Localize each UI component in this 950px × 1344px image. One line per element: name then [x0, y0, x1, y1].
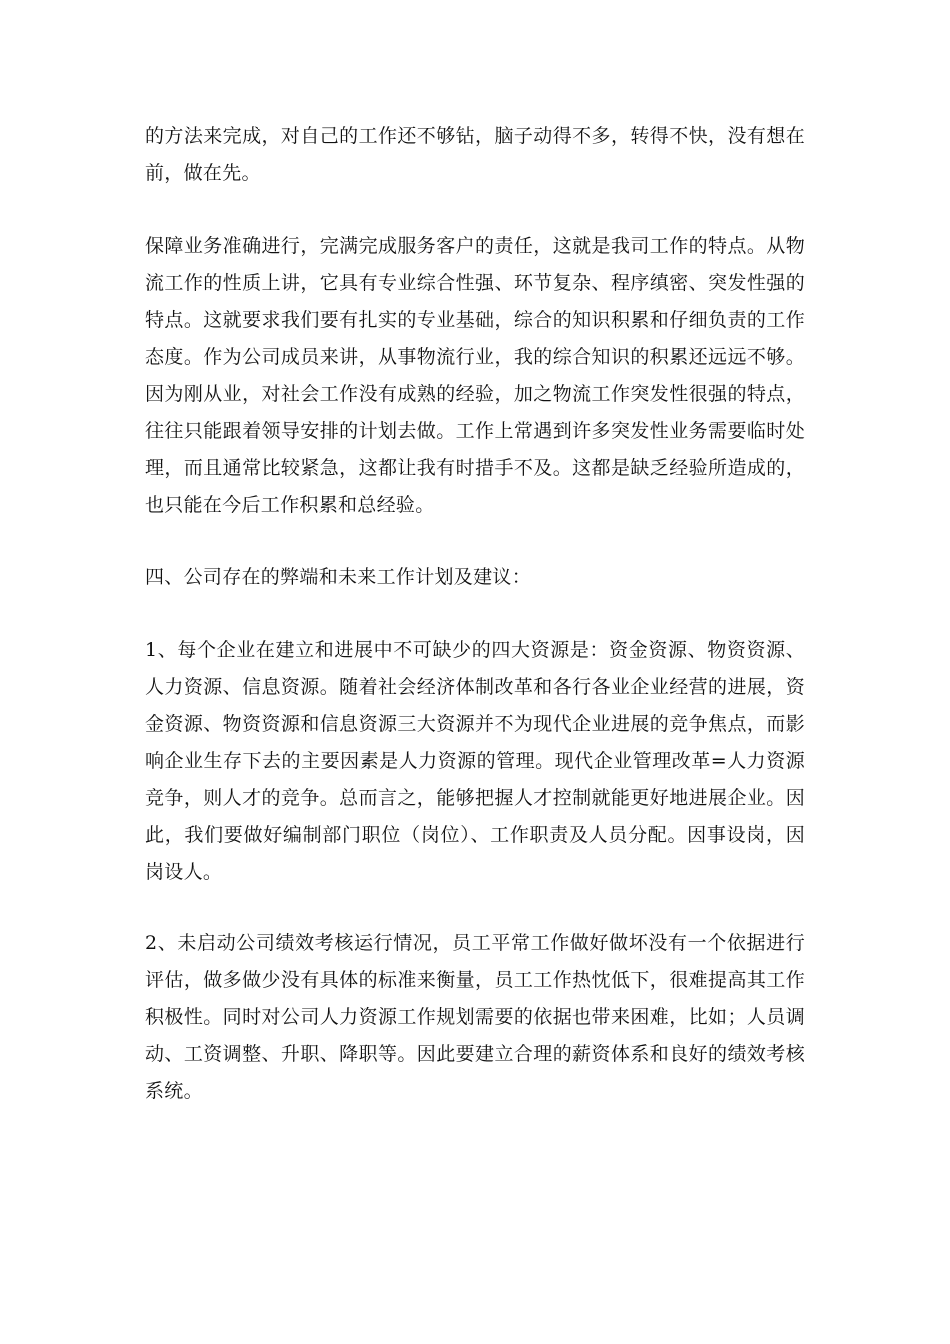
paragraph-performance-appraisal: 2、未启动公司绩效考核运行情况，员工平常工作做好做坏没有一个依据进行评估，做多做少没有具体的标准来衡量，员工工作热忱低下，很难提高其工作积极性。同时对公司人力资源工作规划需要的依据也带来困难，比如；人员调动、工资调整、升职、降职等。因此要建立合理的薪资体系和良好的绩效考核系统。 [145, 932, 805, 1102]
paragraph-work-attitude: 的方法来完成，对自己的工作还不够钻，脑子动得不多，转得不快，没有想在前，做在先。 [145, 125, 805, 184]
section-heading-company-issues: 四、公司存在的弊端和未来工作计划及建议： [145, 566, 532, 588]
paragraph-logistics-characteristics: 保障业务准确进行，完满完成服务客户的责任，这就是我司工作的特点。从物流工作的性质上讲，它具有专业综合性强、环节复杂、程序缜密、突发性强的特点。这就要求我们要有扎实的专业基础，综合的知识积累和仔细负责的工作态度。作为公司成员来讲，从事物流行业，我的综合知识的积累还远远不够。因为刚从业，对社会工作没有成熟的经验，加之物流工作突发性很强的特点，往往只能跟着领导安排的计划去做。工作上常遇到许多突发性业务需要临时处理，而且通常比较紧急，这都让我有时措手不及。这都是缺乏经验所造成的，也只能在今后工作积累和总经验。 [145, 235, 805, 516]
paragraph-four-resources: 1、每个企业在建立和进展中不可缺少的四大资源是：资金资源、物资资源、人力资源、信息资源。随着社会经济体制改革和各行各业企业经营的进展，资金资源、物资资源和信息资源三大资源并不为现代企业进展的竞争焦点，而影响企业生存下去的主要因素是人力资源的管理。现代企业管理改革=人力资源竞争，则人才的竞争。总而言之，能够把握人才控制就能更好地进展企业。因此，我们要做好编制部门职位（岗位）、工作职责及人员分配。因事设岗，因岗设人。 [145, 639, 805, 883]
